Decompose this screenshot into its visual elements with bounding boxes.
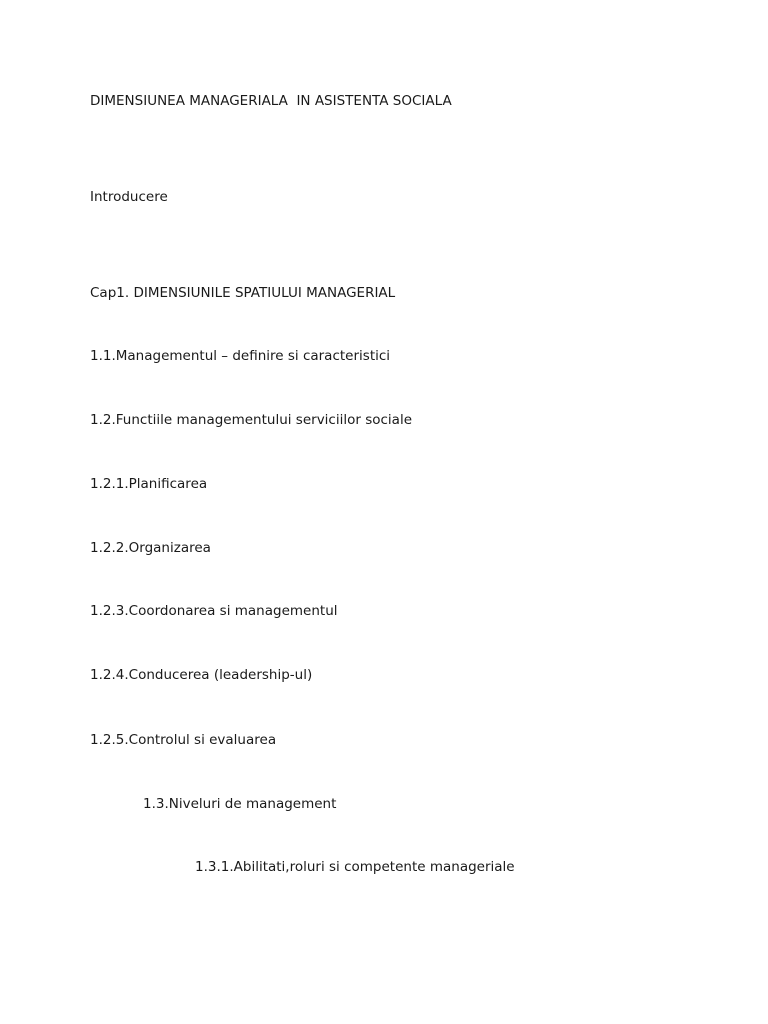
toc-chapter-1: Cap1. DIMENSIUNILE SPATIULUI MANAGERIAL [90,285,396,301]
toc-item-1-2-4: 1.2.4.Conducerea (leadership-ul) [90,667,313,683]
toc-item-1-1: 1.1.Managementul – definire si caracteristici [90,348,391,364]
toc-item-1-2-5: 1.2.5.Controlul si evaluarea [90,732,277,748]
document-title: DIMENSIUNEA MANAGERIALA IN ASISTENTA SOCIALA [90,93,452,109]
toc-item-1-3-1: 1.3.1.Abilitati,roluri si competente manageriale [195,859,515,875]
toc-item-1-2-3: 1.2.3.Coordonarea si managementul [90,603,338,619]
toc-item-1-3: 1.3.Niveluri de management [143,796,337,812]
toc-item-1-2-2: 1.2.2.Organizarea [90,540,211,556]
toc-introduction: Introducere [90,189,168,205]
toc-item-1-2-1: 1.2.1.Planificarea [90,476,208,492]
toc-item-1-2: 1.2.Functiile managementului serviciilor sociale [90,412,413,428]
